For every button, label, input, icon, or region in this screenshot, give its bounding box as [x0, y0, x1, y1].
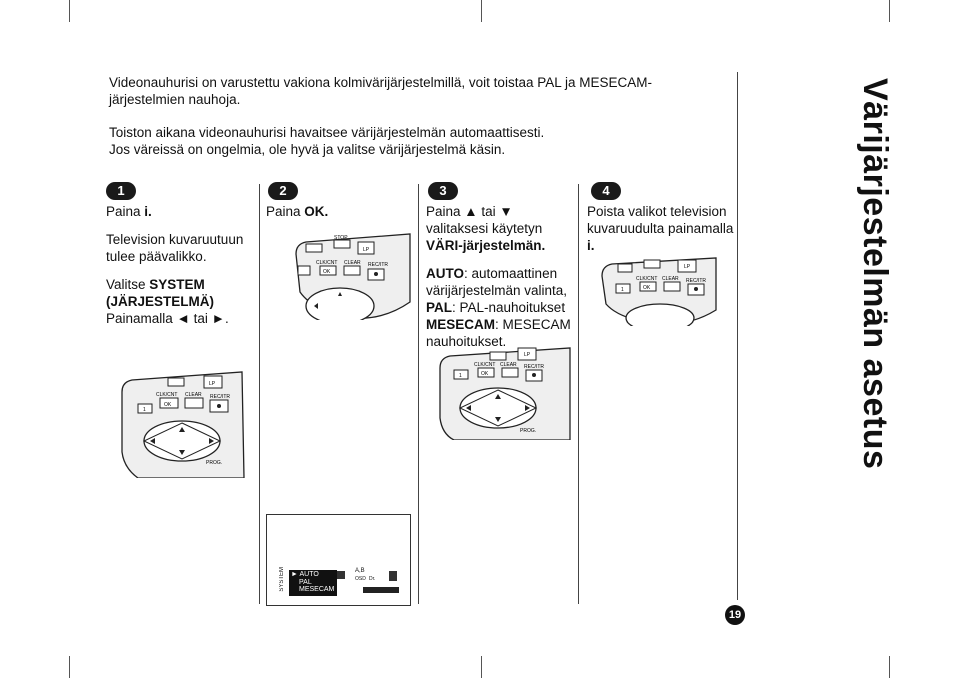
- crop-mark: [69, 656, 70, 678]
- osd-icon: [337, 571, 345, 579]
- step-1-text: [106, 203, 254, 338]
- recitr-label: REC/ITR: [524, 364, 544, 370]
- intro-line: Jos väreissä on ongelmia, ole hyvä ja valitse värijärjestelmä käsin.: [109, 142, 506, 157]
- page-number: 19: [725, 605, 745, 625]
- clear-label: CLEAR: [344, 260, 361, 266]
- crop-mark: [889, 0, 890, 22]
- osd-menu-item: MESECAM: [299, 586, 335, 593]
- crop-mark: [481, 656, 482, 678]
- stop-label: STOP: [334, 235, 348, 241]
- recitr-label: REC/ITR: [210, 394, 230, 400]
- one-label: 1: [621, 287, 624, 293]
- remote-illustration-step-3: [438, 344, 572, 440]
- step-badge-3: 3: [428, 182, 458, 200]
- ok-key-label: OK: [323, 269, 331, 275]
- lp-label: LP: [524, 352, 531, 358]
- system-side-label: SYSTEM: [279, 567, 285, 592]
- step-text: : MESECAM nauhoitukset.: [426, 317, 571, 349]
- ok-key-label: OK: [481, 371, 489, 377]
- osd-dr-label: Dr.: [369, 576, 376, 582]
- auto-label: AUTO: [426, 266, 465, 281]
- column-divider: [418, 184, 419, 604]
- prog-label: PROG.: [206, 460, 223, 466]
- ok-key-label: OK: [643, 285, 651, 291]
- mesecam-label: MESECAM: [426, 317, 496, 332]
- color-system-label: VÄRI-järjestelmän.: [426, 238, 546, 253]
- lp-label: LP: [363, 247, 370, 253]
- clk-label: CLK/CNT: [316, 260, 338, 266]
- step-badge-1: 1: [106, 182, 136, 200]
- ok-key-label: OK: [164, 402, 172, 408]
- system-label: SYSTEM (JÄRJESTELMÄ): [106, 277, 215, 309]
- step-text: Painamalla ◄ tai ►.: [106, 311, 229, 326]
- step-text: Paina ▲ tai ▼ valitaksesi käytetyn: [426, 204, 543, 236]
- lp-label: LP: [684, 264, 691, 270]
- osd-nav-keys: [363, 587, 399, 593]
- one-label: 1: [143, 407, 146, 413]
- ok-label: OK.: [304, 204, 329, 219]
- info-key-label: i.: [587, 238, 595, 253]
- crop-mark: [69, 0, 70, 22]
- clear-label: CLEAR: [662, 276, 679, 282]
- step-text: : PAL-nauhoitukset: [452, 300, 566, 315]
- osd-ab-label: A,B: [355, 568, 365, 574]
- remote-illustration-step-1: [120, 368, 245, 478]
- step-2-text: [266, 203, 414, 231]
- osd-menu: [289, 570, 337, 596]
- page-title: Värijärjestelmän asetus: [856, 78, 894, 470]
- recitr-label: REC/ITR: [686, 278, 706, 284]
- step-text: Poista valikot television kuvaruudulta painamalla: [587, 204, 734, 236]
- crop-mark: [481, 0, 482, 22]
- clk-label: CLK/CNT: [474, 362, 496, 368]
- recitr-label: REC/ITR: [368, 262, 388, 268]
- prog-label: PROG.: [520, 428, 537, 434]
- intro-line: Toiston aikana videonauhurisi havaitsee värijärjestelmän automaattisesti.: [109, 125, 545, 140]
- step-text: Television kuvaruutuun tulee päävalikko.: [106, 232, 244, 264]
- step-text: Valitse: [106, 277, 146, 292]
- remote-illustration-step-4: [600, 256, 718, 326]
- osd-screen: [266, 514, 411, 606]
- step-badge-4: 4: [591, 182, 621, 200]
- crop-mark: [889, 656, 890, 678]
- info-key-label: i.: [144, 204, 152, 219]
- clk-label: CLK/CNT: [156, 392, 178, 398]
- step-3-text: [426, 203, 576, 361]
- step-badge-2: 2: [268, 182, 298, 200]
- one-label: 1: [459, 373, 462, 379]
- clk-label: CLK/CNT: [636, 276, 658, 282]
- intro-text: [109, 74, 709, 158]
- clear-label: CLEAR: [185, 392, 202, 398]
- osd-menu-item: ► AUTO: [291, 571, 319, 578]
- osd-osd-label: OSD: [355, 576, 366, 582]
- intro-line: Videonauhurisi on varustettu vakiona kolmivärijärjestelmillä, voit toistaa PAL ja MESECAM- järjestelmien nauhoja.: [109, 75, 652, 107]
- clear-label: CLEAR: [500, 362, 517, 368]
- column-divider: [259, 184, 260, 604]
- osd-icon: [389, 571, 397, 581]
- column-divider: [578, 184, 579, 604]
- pal-label: PAL: [426, 300, 452, 315]
- step-text: : automaattinen värijärjestelmän valinta,: [426, 266, 568, 298]
- lp-label: LP: [209, 381, 216, 387]
- remote-illustration-step-2: [294, 232, 412, 320]
- step-text: Paina: [106, 204, 141, 219]
- step-text: Paina: [266, 204, 301, 219]
- column-divider: [737, 72, 738, 600]
- osd-menu-item: PAL: [299, 578, 312, 586]
